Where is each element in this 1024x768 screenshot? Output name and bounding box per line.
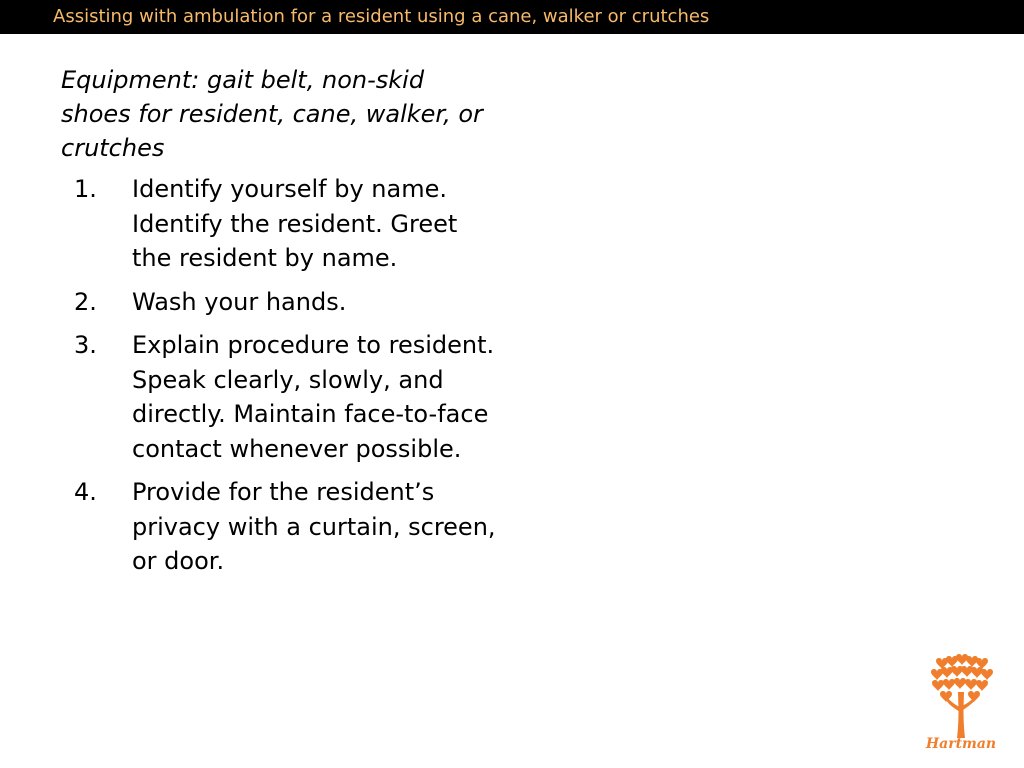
- list-item: [61, 328, 501, 466]
- logo-text: Hartman: [925, 736, 997, 752]
- step-number: 2.: [74, 287, 97, 316]
- hartman-logo: [916, 650, 1006, 758]
- equipment-text: Equipment: gait belt, non-skid shoes for resident, cane, walker, or crutches: [61, 66, 483, 162]
- slide-content: [61, 63, 501, 588]
- steps-list: [61, 172, 501, 579]
- step-number: 3.: [74, 331, 97, 359]
- step-text: Explain procedure to resident. Speak clearly, slowly, and directly. Maintain face-to-face contact whenever possible.: [132, 331, 495, 463]
- list-item: [61, 172, 501, 276]
- step-number: 1.: [74, 175, 97, 203]
- step-text: Identify yourself by name. Identify the resident. Greet the resident by name.: [132, 175, 458, 272]
- list-item: [61, 475, 501, 579]
- title-bar: [0, 0, 1024, 34]
- slide-title: Assisting with ambulation for a resident using a cane, walker or crutches: [53, 6, 710, 27]
- step-text: Provide for the resident’s privacy with a curtain, screen, or door.: [132, 478, 496, 575]
- list-item: [61, 285, 501, 320]
- step-text: Wash your hands.: [132, 287, 347, 316]
- step-number: 4.: [74, 478, 97, 506]
